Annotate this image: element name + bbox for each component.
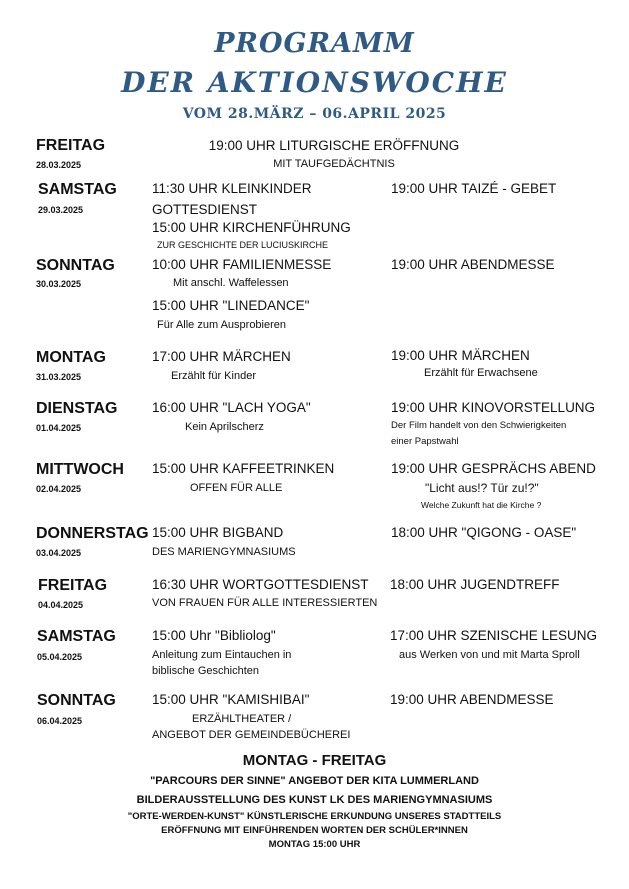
event-maerchen-kinder: 17:00 UHR MÄRCHEN — [152, 349, 291, 364]
event-lachyoga-sub: Kein Aprilscherz — [185, 421, 264, 433]
footer-line-3: "ORTE-WERDEN-KUNST" KÜNSTLERISCHE ERKUNDUNG UNSERES STADTTEILS — [127, 811, 502, 822]
day-label-mon-31: MONTAG — [36, 349, 106, 366]
footer-line-2: BILDERAUSSTELLUNG DES KUNST LK DES MARIENGYMNASIUMS — [136, 794, 493, 806]
date-fri-28: 28.03.2025 — [36, 160, 82, 170]
day-label-tue-01: DIENSTAG — [36, 400, 118, 417]
event-wortgottesdienst-sub: VON FRAUEN FÜR ALLE INTERESSIERTEN — [152, 597, 378, 609]
date-sun-30: 30.03.2025 — [36, 279, 82, 289]
event-kamishibai: 15:00 UHR "KAMISHIBAI" — [152, 692, 310, 707]
event-linedance-sub: Für Alle zum Ausprobieren — [157, 319, 287, 331]
event-kinovorstellung-sub2: einer Papstwahl — [391, 436, 459, 447]
day-label-sat-29: SAMSTAG — [38, 181, 117, 198]
day-label-sun-30: SONNTAG — [36, 257, 115, 274]
footer-line-5: MONTAG 15:00 UHR — [268, 839, 361, 850]
day-label-wed-02: MITTWOCH — [36, 461, 124, 478]
title-line-2: DER AKTIONSWOCHE — [121, 66, 508, 99]
event-kamishibai-sub1: ERZÄHLTHEATER / — [192, 713, 292, 725]
event-maerchen-erwachsene-sub: Erzählt für Erwachsene — [424, 367, 538, 379]
footer-heading: MONTAG - FREITAG — [242, 752, 387, 769]
event-wortgottesdienst: 16:30 UHR WORTGOTTESDIENST — [152, 577, 369, 592]
event-kaffeetrinken: 15:00 UHR KAFFEETRINKEN — [152, 461, 335, 476]
event-kaffeetrinken-sub: OFFEN FÜR ALLE — [190, 482, 283, 494]
event-maerchen-erwachsene: 19:00 UHR MÄRCHEN — [391, 348, 530, 363]
date-wed-02: 02.04.2025 — [36, 484, 82, 494]
date-tue-01: 01.04.2025 — [36, 423, 82, 433]
event-gespraechsabend-sub: "Licht aus!? Tür zu!?" — [425, 481, 539, 495]
event-familienmesse: 10:00 UHR FAMILIENMESSE — [152, 257, 332, 272]
event-kinovorstellung-sub1: Der Film handelt von den Schwierigkeiten — [391, 420, 567, 431]
event-jugendtreff: 18:00 UHR JUGENDTREFF — [390, 577, 560, 592]
event-bigband-sub: DES MARIENGYMNASIUMS — [152, 546, 296, 558]
event-taize: 19:00 UHR TAIZÉ - GEBET — [391, 181, 557, 196]
day-label-fri-04: FREITAG — [38, 577, 108, 594]
date-range: VOM 28.MÄRZ – 06.APRIL 2025 — [182, 106, 447, 122]
event-maerchen-kinder-sub: Erzählt für Kinder — [171, 370, 256, 382]
event-abendmesse-06: 19:00 UHR ABENDMESSE — [390, 692, 554, 707]
event-abendmesse-30: 19:00 UHR ABENDMESSE — [391, 257, 555, 272]
date-sun-06: 06.04.2025 — [37, 716, 83, 726]
event-familienmesse-sub: Mit anschl. Waffelessen — [173, 277, 289, 289]
date-thu-03: 03.04.2025 — [36, 548, 82, 558]
event-linedance: 15:00 UHR "LINEDANCE" — [152, 298, 310, 313]
date-fri-04: 04.04.2025 — [38, 600, 84, 610]
event-kirchenfuehrung-sub: ZUR GESCHICHTE DER LUCIUSKIRCHE — [157, 240, 329, 250]
event-bibliolog: 15:00 Uhr "Bibliolog" — [152, 628, 276, 643]
day-label-sun-06: SONNTAG — [37, 692, 116, 709]
date-sat-29: 29.03.2025 — [38, 205, 84, 215]
footer-line-1: "PARCOURS DER SINNE" ANGEBOT DER KITA LUMMERLAND — [150, 775, 479, 787]
date-sat-05: 05.04.2025 — [37, 652, 83, 662]
event-kleinkinder: 11:30 UHR KLEINKINDER — [152, 181, 312, 196]
event-opening: 19:00 UHR LITURGISCHE ERÖFFNUNG — [208, 138, 460, 153]
event-bigband: 15:00 UHR BIGBAND — [152, 525, 284, 540]
day-label-sat-05: SAMSTAG — [37, 628, 116, 645]
date-mon-31: 31.03.2025 — [36, 372, 82, 382]
event-kleinkinder-2: GOTTESDIENST — [152, 202, 258, 217]
footer-line-4: ERÖFFNUNG MIT EINFÜHRENDEN WORTEN DER SCHÜLER*INNEN — [161, 825, 468, 836]
event-kamishibai-sub2: ANGEBOT DER GEMEINDEBÜCHEREI — [152, 729, 351, 741]
title-line-1: PROGRAMM — [214, 28, 415, 59]
event-kirchenfuehrung: 15:00 UHR KIRCHENFÜHRUNG — [152, 220, 351, 235]
event-szenische-lesung: 17:00 UHR SZENISCHE LESUNG — [390, 628, 598, 643]
day-label-fri-28: FREITAG — [36, 137, 106, 154]
day-label-thu-03: DONNERSTAG — [36, 525, 149, 542]
event-gespraechsabend: 19:00 UHR GESPRÄCHS ABEND — [391, 461, 596, 476]
event-kinovorstellung: 19:00 UHR KINOVORSTELLUNG — [391, 400, 596, 415]
event-bibliolog-sub2: biblische Geschichten — [152, 665, 260, 677]
event-szenische-lesung-sub: aus Werken von und mit Marta Sproll — [399, 649, 580, 661]
event-lachyoga: 16:00 UHR "LACH YOGA" — [152, 400, 311, 415]
event-qigong: 18:00 UHR "QIGONG - OASE" — [391, 525, 577, 540]
event-gespraechsabend-sub2: Welche Zukunft hat die Kirche ? — [421, 500, 542, 510]
event-bibliolog-sub1: Anleitung zum Eintauchen in — [152, 649, 292, 661]
event-opening-sub: MIT TAUFGEDÄCHTNIS — [273, 158, 395, 170]
